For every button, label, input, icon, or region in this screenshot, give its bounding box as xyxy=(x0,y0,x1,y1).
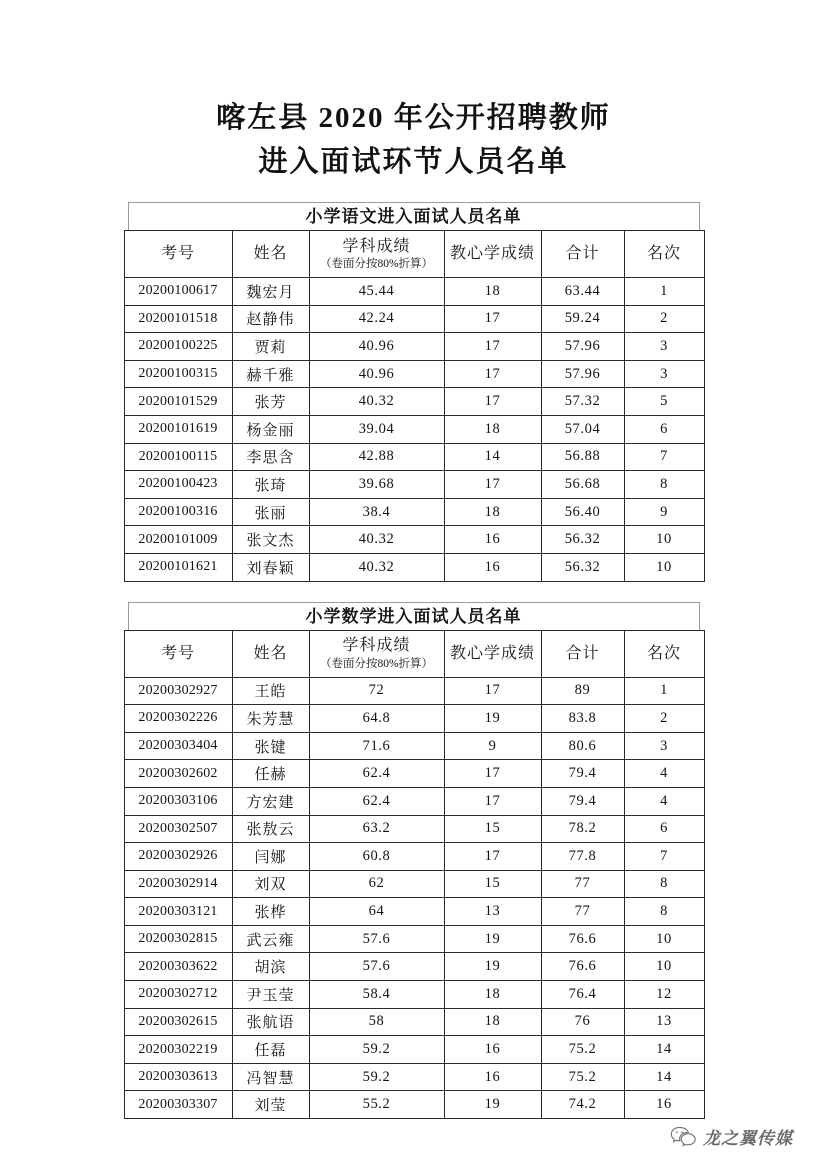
cell-exam-number: 20200303613 xyxy=(124,1063,232,1091)
column-header-psychology: 教心学成绩 xyxy=(444,630,541,677)
cell-psychology-score: 15 xyxy=(444,815,541,843)
cell-exam-number: 20200302615 xyxy=(124,1008,232,1036)
cell-candidate-name: 冯智慧 xyxy=(232,1063,309,1091)
column-header-name: 姓名 xyxy=(232,630,309,677)
column-header-subject xyxy=(309,630,444,677)
table-caption: 小学语文进入面试人员名单 xyxy=(128,202,700,230)
cell-total-score: 56.88 xyxy=(541,443,624,471)
cell-exam-number: 20200302914 xyxy=(124,870,232,898)
cell-subject-score: 40.32 xyxy=(309,553,444,581)
cell-total-score: 79.4 xyxy=(541,760,624,788)
cell-candidate-name: 方宏建 xyxy=(232,787,309,815)
cell-subject-score: 40.32 xyxy=(309,388,444,416)
cell-rank: 14 xyxy=(624,1036,704,1064)
cell-total-score: 78.2 xyxy=(541,815,624,843)
column-header-rank: 名次 xyxy=(624,630,704,677)
cell-exam-number: 20200101621 xyxy=(124,553,232,581)
cell-exam-number: 20200303622 xyxy=(124,953,232,981)
cell-total-score: 79.4 xyxy=(541,787,624,815)
table-row xyxy=(124,278,704,306)
cell-subject-score: 45.44 xyxy=(309,278,444,306)
table-row xyxy=(124,705,704,733)
column-header-id: 考号 xyxy=(124,231,232,278)
cell-rank: 7 xyxy=(624,843,704,871)
cell-total-score: 56.32 xyxy=(541,553,624,581)
table-row xyxy=(124,843,704,871)
cell-subject-score: 42.24 xyxy=(309,305,444,333)
cell-candidate-name: 张文杰 xyxy=(232,526,309,554)
cell-total-score: 56.40 xyxy=(541,498,624,526)
cell-candidate-name: 刘春颖 xyxy=(232,553,309,581)
cell-psychology-score: 17 xyxy=(444,333,541,361)
table-row xyxy=(124,953,704,981)
table-row xyxy=(124,498,704,526)
column-header-id: 考号 xyxy=(124,630,232,677)
column-header-subject xyxy=(309,231,444,278)
cell-exam-number: 20200100316 xyxy=(124,498,232,526)
cell-rank: 4 xyxy=(624,760,704,788)
cell-candidate-name: 张航语 xyxy=(232,1008,309,1036)
cell-psychology-score: 16 xyxy=(444,526,541,554)
cell-exam-number: 20200302712 xyxy=(124,981,232,1009)
table-row xyxy=(124,415,704,443)
cell-subject-score: 40.96 xyxy=(309,333,444,361)
cell-rank: 4 xyxy=(624,787,704,815)
cell-candidate-name: 魏宏月 xyxy=(232,278,309,306)
table-row xyxy=(124,815,704,843)
cell-exam-number: 20200303121 xyxy=(124,898,232,926)
table-row xyxy=(124,305,704,333)
cell-exam-number: 20200303307 xyxy=(124,1091,232,1119)
column-header-total: 合计 xyxy=(541,630,624,677)
cell-psychology-score: 9 xyxy=(444,732,541,760)
cell-candidate-name: 尹玉莹 xyxy=(232,981,309,1009)
column-header-subject-main: 学科成绩 xyxy=(342,237,411,255)
cell-exam-number: 20200101518 xyxy=(124,305,232,333)
cell-subject-score: 62.4 xyxy=(309,760,444,788)
cell-rank: 10 xyxy=(624,526,704,554)
table-row xyxy=(124,333,704,361)
table-row xyxy=(124,388,704,416)
cell-total-score: 63.44 xyxy=(541,278,624,306)
cell-psychology-score: 15 xyxy=(444,870,541,898)
table-row xyxy=(124,526,704,554)
cell-rank: 3 xyxy=(624,732,704,760)
table-row xyxy=(124,1063,704,1091)
cell-subject-score: 72 xyxy=(309,677,444,705)
cell-exam-number: 20200100225 xyxy=(124,333,232,361)
cell-psychology-score: 19 xyxy=(444,1091,541,1119)
cell-total-score: 57.96 xyxy=(541,333,624,361)
column-header-total: 合计 xyxy=(541,231,624,278)
cell-psychology-score: 17 xyxy=(444,843,541,871)
cell-total-score: 75.2 xyxy=(541,1036,624,1064)
cell-subject-score: 64.8 xyxy=(309,705,444,733)
cell-candidate-name: 张芳 xyxy=(232,388,309,416)
column-header-subject-note: （卷面分按80%折算） xyxy=(319,657,434,670)
cell-total-score: 56.68 xyxy=(541,471,624,499)
cell-total-score: 76 xyxy=(541,1008,624,1036)
table-header-row xyxy=(124,630,704,677)
cell-subject-score: 42.88 xyxy=(309,443,444,471)
cell-rank: 6 xyxy=(624,415,704,443)
cell-psychology-score: 19 xyxy=(444,953,541,981)
cell-psychology-score: 18 xyxy=(444,1008,541,1036)
cell-total-score: 76.6 xyxy=(541,953,624,981)
table-row xyxy=(124,553,704,581)
cell-exam-number: 20200302815 xyxy=(124,925,232,953)
cell-psychology-score: 19 xyxy=(444,705,541,733)
cell-subject-score: 57.6 xyxy=(309,925,444,953)
cell-candidate-name: 李思含 xyxy=(232,443,309,471)
table-row xyxy=(124,677,704,705)
cell-total-score: 76.6 xyxy=(541,925,624,953)
cell-psychology-score: 17 xyxy=(444,787,541,815)
table-row xyxy=(124,1091,704,1119)
cell-rank: 3 xyxy=(624,360,704,388)
cell-candidate-name: 杨金丽 xyxy=(232,415,309,443)
cell-exam-number: 20200101619 xyxy=(124,415,232,443)
cell-rank: 1 xyxy=(624,677,704,705)
cell-subject-score: 63.2 xyxy=(309,815,444,843)
cell-candidate-name: 张桦 xyxy=(232,898,309,926)
cell-candidate-name: 刘莹 xyxy=(232,1091,309,1119)
cell-psychology-score: 17 xyxy=(444,471,541,499)
table-block-chinese xyxy=(124,202,704,582)
cell-psychology-score: 18 xyxy=(444,981,541,1009)
cell-rank: 10 xyxy=(624,953,704,981)
cell-psychology-score: 19 xyxy=(444,925,541,953)
cell-candidate-name: 张琦 xyxy=(232,471,309,499)
cell-subject-score: 62.4 xyxy=(309,787,444,815)
cell-subject-score: 60.8 xyxy=(309,843,444,871)
cell-psychology-score: 17 xyxy=(444,388,541,416)
cell-exam-number: 20200302219 xyxy=(124,1036,232,1064)
cell-candidate-name: 朱芳慧 xyxy=(232,705,309,733)
table-header-row xyxy=(124,231,704,278)
cell-rank: 8 xyxy=(624,870,704,898)
cell-exam-number: 20200302927 xyxy=(124,677,232,705)
cell-candidate-name: 闫娜 xyxy=(232,843,309,871)
cell-subject-score: 39.68 xyxy=(309,471,444,499)
cell-total-score: 77 xyxy=(541,898,624,926)
table-row xyxy=(124,925,704,953)
cell-psychology-score: 16 xyxy=(444,1063,541,1091)
cell-rank: 3 xyxy=(624,333,704,361)
cell-psychology-score: 17 xyxy=(444,305,541,333)
cell-subject-score: 40.32 xyxy=(309,526,444,554)
cell-total-score: 57.32 xyxy=(541,388,624,416)
table-header xyxy=(124,630,704,677)
cell-candidate-name: 王皓 xyxy=(232,677,309,705)
cell-total-score: 75.2 xyxy=(541,1063,624,1091)
cell-total-score: 89 xyxy=(541,677,624,705)
cell-rank: 10 xyxy=(624,553,704,581)
table-header xyxy=(124,231,704,278)
table-row xyxy=(124,732,704,760)
table-row xyxy=(124,443,704,471)
cell-subject-score: 64 xyxy=(309,898,444,926)
cell-subject-score: 59.2 xyxy=(309,1036,444,1064)
cell-rank: 10 xyxy=(624,925,704,953)
cell-psychology-score: 18 xyxy=(444,415,541,443)
table-body xyxy=(124,677,704,1119)
cell-psychology-score: 18 xyxy=(444,498,541,526)
cell-rank: 8 xyxy=(624,471,704,499)
cell-exam-number: 20200100423 xyxy=(124,471,232,499)
cell-candidate-name: 张丽 xyxy=(232,498,309,526)
page-title xyxy=(94,0,734,184)
table-row xyxy=(124,360,704,388)
cell-exam-number: 20200100115 xyxy=(124,443,232,471)
cell-exam-number: 20200302507 xyxy=(124,815,232,843)
cell-psychology-score: 17 xyxy=(444,677,541,705)
cell-total-score: 80.6 xyxy=(541,732,624,760)
column-header-rank: 名次 xyxy=(624,231,704,278)
table-row xyxy=(124,1008,704,1036)
cell-total-score: 57.04 xyxy=(541,415,624,443)
cell-subject-score: 40.96 xyxy=(309,360,444,388)
cell-subject-score: 71.6 xyxy=(309,732,444,760)
cell-exam-number: 20200101009 xyxy=(124,526,232,554)
cell-candidate-name: 武云雍 xyxy=(232,925,309,953)
cell-psychology-score: 14 xyxy=(444,443,541,471)
cell-exam-number: 20200302602 xyxy=(124,760,232,788)
cell-psychology-score: 13 xyxy=(444,898,541,926)
results-table xyxy=(124,230,705,582)
cell-psychology-score: 18 xyxy=(444,278,541,306)
cell-rank: 14 xyxy=(624,1063,704,1091)
table-row xyxy=(124,1036,704,1064)
cell-candidate-name: 贾莉 xyxy=(232,333,309,361)
cell-psychology-score: 17 xyxy=(444,760,541,788)
cell-subject-score: 58.4 xyxy=(309,981,444,1009)
cell-psychology-score: 16 xyxy=(444,553,541,581)
cell-rank: 9 xyxy=(624,498,704,526)
cell-rank: 2 xyxy=(624,305,704,333)
cell-total-score: 77 xyxy=(541,870,624,898)
cell-candidate-name: 刘双 xyxy=(232,870,309,898)
column-header-subject-note: （卷面分按80%折算） xyxy=(319,258,434,271)
cell-subject-score: 38.4 xyxy=(309,498,444,526)
cell-candidate-name: 张键 xyxy=(232,732,309,760)
cell-exam-number: 20200100315 xyxy=(124,360,232,388)
cell-psychology-score: 17 xyxy=(444,360,541,388)
cell-candidate-name: 胡滨 xyxy=(232,953,309,981)
cell-rank: 12 xyxy=(624,981,704,1009)
cell-candidate-name: 任磊 xyxy=(232,1036,309,1064)
cell-exam-number: 20200100617 xyxy=(124,278,232,306)
cell-candidate-name: 张敖云 xyxy=(232,815,309,843)
cell-rank: 5 xyxy=(624,388,704,416)
cell-exam-number: 20200303404 xyxy=(124,732,232,760)
table-row xyxy=(124,471,704,499)
cell-exam-number: 20200303106 xyxy=(124,787,232,815)
cell-candidate-name: 任赫 xyxy=(232,760,309,788)
table-row xyxy=(124,870,704,898)
table-block-math xyxy=(124,602,704,1120)
cell-rank: 16 xyxy=(624,1091,704,1119)
cell-subject-score: 59.2 xyxy=(309,1063,444,1091)
cell-total-score: 59.24 xyxy=(541,305,624,333)
cell-rank: 8 xyxy=(624,898,704,926)
table-row xyxy=(124,787,704,815)
cell-subject-score: 62 xyxy=(309,870,444,898)
table-row xyxy=(124,981,704,1009)
cell-subject-score: 39.04 xyxy=(309,415,444,443)
cell-total-score: 77.8 xyxy=(541,843,624,871)
cell-rank: 6 xyxy=(624,815,704,843)
cell-rank: 7 xyxy=(624,443,704,471)
cell-total-score: 56.32 xyxy=(541,526,624,554)
cell-psychology-score: 16 xyxy=(444,1036,541,1064)
cell-total-score: 76.4 xyxy=(541,981,624,1009)
cell-exam-number: 20200101529 xyxy=(124,388,232,416)
page-title-line-1: 喀左县 2020 年公开招聘教师 xyxy=(216,102,611,134)
cell-rank: 13 xyxy=(624,1008,704,1036)
results-table xyxy=(124,630,705,1120)
cell-candidate-name: 赫千雅 xyxy=(232,360,309,388)
table-caption: 小学数学进入面试人员名单 xyxy=(128,602,700,630)
watermark-text: 龙之翼传媒 xyxy=(703,1129,793,1148)
cell-candidate-name: 赵静伟 xyxy=(232,305,309,333)
footer-watermark xyxy=(670,1124,793,1149)
cell-total-score: 83.8 xyxy=(541,705,624,733)
cell-total-score: 74.2 xyxy=(541,1091,624,1119)
cell-exam-number: 20200302226 xyxy=(124,705,232,733)
cell-subject-score: 55.2 xyxy=(309,1091,444,1119)
cell-rank: 1 xyxy=(624,278,704,306)
cell-rank: 2 xyxy=(624,705,704,733)
column-header-subject-main: 学科成绩 xyxy=(342,637,411,655)
column-header-psychology: 教心学成绩 xyxy=(444,231,541,278)
column-header-name: 姓名 xyxy=(232,231,309,278)
page-title-line-2: 进入面试环节人员名单 xyxy=(258,146,569,178)
cell-exam-number: 20200302926 xyxy=(124,843,232,871)
table-row xyxy=(124,760,704,788)
cell-total-score: 57.96 xyxy=(541,360,624,388)
cell-subject-score: 57.6 xyxy=(309,953,444,981)
table-body xyxy=(124,278,704,582)
cell-subject-score: 58 xyxy=(309,1008,444,1036)
table-row xyxy=(124,898,704,926)
wechat-icon xyxy=(670,1126,696,1148)
